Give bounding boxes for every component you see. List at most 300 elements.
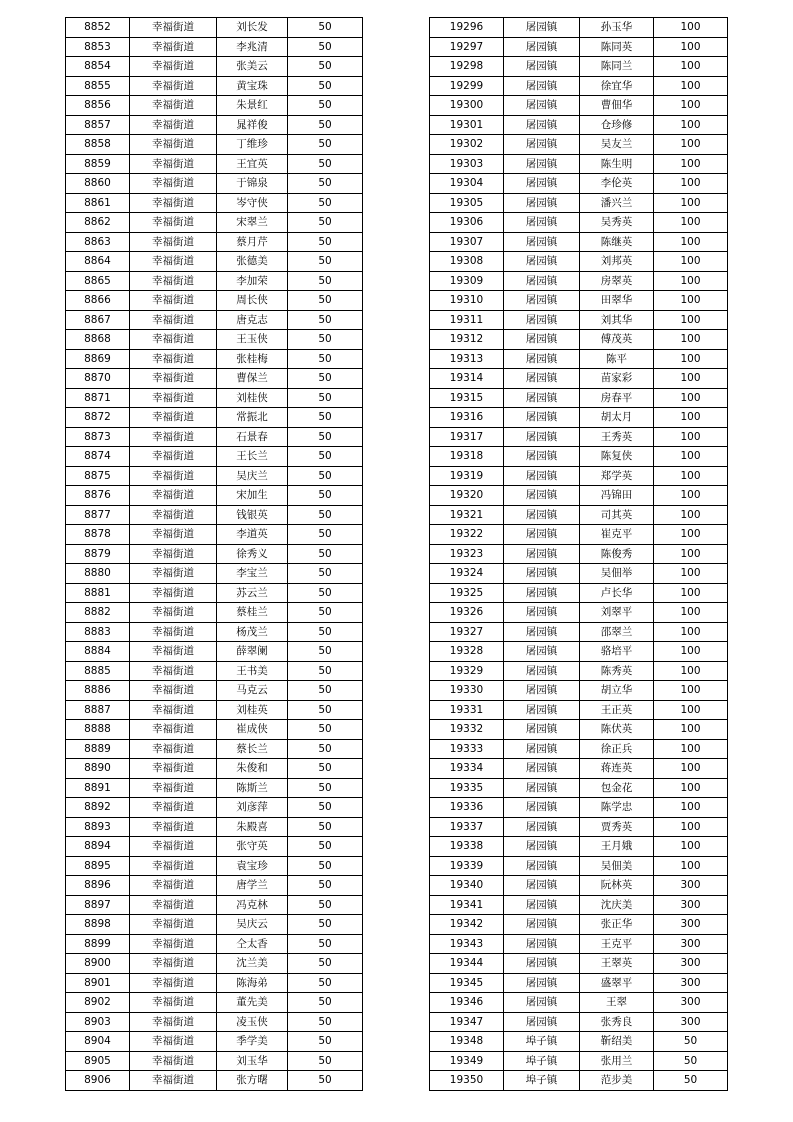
serial-number-cell: 8867 <box>66 310 130 330</box>
table-row <box>430 369 728 389</box>
district-cell: 幸福街道 <box>130 661 217 681</box>
serial-number-cell: 8872 <box>66 408 130 428</box>
serial-number-cell: 8868 <box>66 330 130 350</box>
amount-cell: 50 <box>288 583 363 603</box>
serial-number-cell: 8855 <box>66 76 130 96</box>
district-cell: 幸福街道 <box>130 96 217 116</box>
table-row <box>66 135 363 155</box>
table-row <box>430 642 728 662</box>
table-row <box>430 291 728 311</box>
district-cell: 幸福街道 <box>130 505 217 525</box>
table-row <box>66 681 363 701</box>
table-row <box>66 466 363 486</box>
table-row <box>430 856 728 876</box>
name-cell: 苏云兰 <box>217 583 288 603</box>
serial-number-cell: 19350 <box>430 1071 504 1091</box>
table-row <box>430 759 728 779</box>
table-row <box>66 1071 363 1091</box>
district-cell: 幸福街道 <box>130 1071 217 1091</box>
table-row <box>430 973 728 993</box>
name-cell: 岑守侠 <box>217 193 288 213</box>
table-row <box>430 837 728 857</box>
district-cell: 屠园镇 <box>504 583 580 603</box>
table-row <box>430 486 728 506</box>
table-row <box>430 700 728 720</box>
amount-cell: 100 <box>654 330 728 350</box>
amount-cell: 50 <box>288 564 363 584</box>
amount-cell: 100 <box>654 603 728 623</box>
serial-number-cell: 19331 <box>430 700 504 720</box>
table-row <box>66 973 363 993</box>
amount-cell: 50 <box>288 135 363 155</box>
amount-cell: 100 <box>654 96 728 116</box>
serial-number-cell: 8879 <box>66 544 130 564</box>
table-row <box>66 583 363 603</box>
amount-cell: 300 <box>654 915 728 935</box>
serial-number-cell: 19321 <box>430 505 504 525</box>
table-row <box>66 798 363 818</box>
serial-number-cell: 8876 <box>66 486 130 506</box>
table-row <box>430 798 728 818</box>
serial-number-cell: 8853 <box>66 37 130 57</box>
table-row <box>66 954 363 974</box>
district-cell: 幸福街道 <box>130 427 217 447</box>
district-cell: 屠园镇 <box>504 973 580 993</box>
serial-number-cell: 19297 <box>430 37 504 57</box>
serial-number-cell: 19333 <box>430 739 504 759</box>
district-cell: 幸福街道 <box>130 778 217 798</box>
table-row <box>66 700 363 720</box>
district-cell: 屠园镇 <box>504 427 580 447</box>
serial-number-cell: 8863 <box>66 232 130 252</box>
serial-number-cell: 8861 <box>66 193 130 213</box>
name-cell: 杨茂兰 <box>217 622 288 642</box>
name-cell: 曹保兰 <box>217 369 288 389</box>
table-row <box>66 525 363 545</box>
serial-number-cell: 19311 <box>430 310 504 330</box>
amount-cell: 50 <box>288 18 363 38</box>
serial-number-cell: 8891 <box>66 778 130 798</box>
amount-cell: 300 <box>654 876 728 896</box>
amount-cell: 50 <box>288 759 363 779</box>
serial-number-cell: 19309 <box>430 271 504 291</box>
amount-cell: 50 <box>288 349 363 369</box>
serial-number-cell: 8900 <box>66 954 130 974</box>
amount-cell: 100 <box>654 681 728 701</box>
district-cell: 屠园镇 <box>504 681 580 701</box>
district-cell: 幸福街道 <box>130 135 217 155</box>
serial-number-cell: 19347 <box>430 1012 504 1032</box>
name-cell: 石景春 <box>217 427 288 447</box>
district-cell: 幸福街道 <box>130 154 217 174</box>
amount-cell: 50 <box>288 973 363 993</box>
amount-cell: 100 <box>654 505 728 525</box>
district-cell: 幸福街道 <box>130 193 217 213</box>
table-row <box>430 739 728 759</box>
table-row <box>66 915 363 935</box>
table-row <box>66 408 363 428</box>
amount-cell: 100 <box>654 310 728 330</box>
serial-number-cell: 19344 <box>430 954 504 974</box>
amount-cell: 50 <box>288 291 363 311</box>
district-cell: 幸福街道 <box>130 681 217 701</box>
name-cell: 孙玉华 <box>580 18 654 38</box>
amount-cell: 100 <box>654 154 728 174</box>
table-row <box>66 505 363 525</box>
name-cell: 晁祥俊 <box>217 115 288 135</box>
amount-cell: 50 <box>288 661 363 681</box>
amount-cell: 100 <box>654 369 728 389</box>
serial-number-cell: 8903 <box>66 1012 130 1032</box>
district-cell: 屠园镇 <box>504 1012 580 1032</box>
serial-number-cell: 8902 <box>66 993 130 1013</box>
name-cell: 田翠华 <box>580 291 654 311</box>
serial-number-cell: 19327 <box>430 622 504 642</box>
amount-cell: 50 <box>288 817 363 837</box>
name-cell: 徐宜华 <box>580 76 654 96</box>
table-row <box>66 1032 363 1052</box>
serial-number-cell: 8901 <box>66 973 130 993</box>
amount-cell: 50 <box>654 1071 728 1091</box>
table-row <box>66 895 363 915</box>
serial-number-cell: 19343 <box>430 934 504 954</box>
name-cell: 吴佃举 <box>580 564 654 584</box>
district-cell: 屠园镇 <box>504 700 580 720</box>
serial-number-cell: 8870 <box>66 369 130 389</box>
district-cell: 幸福街道 <box>130 37 217 57</box>
name-cell: 陈秀英 <box>580 661 654 681</box>
table-row <box>430 622 728 642</box>
name-cell: 马克云 <box>217 681 288 701</box>
name-cell: 贾秀英 <box>580 817 654 837</box>
amount-cell: 100 <box>654 271 728 291</box>
district-cell: 幸福街道 <box>130 915 217 935</box>
amount-cell: 100 <box>654 544 728 564</box>
amount-cell: 100 <box>654 622 728 642</box>
amount-cell: 100 <box>654 856 728 876</box>
district-cell: 屠园镇 <box>504 154 580 174</box>
name-cell: 王翠英 <box>580 954 654 974</box>
table-row <box>66 330 363 350</box>
name-cell: 李宝兰 <box>217 564 288 584</box>
amount-cell: 100 <box>654 525 728 545</box>
table-row <box>66 57 363 77</box>
name-cell: 蒋连英 <box>580 759 654 779</box>
district-cell: 幸福街道 <box>130 739 217 759</box>
amount-cell: 50 <box>288 76 363 96</box>
amount-cell: 100 <box>654 486 728 506</box>
serial-number-cell: 19325 <box>430 583 504 603</box>
table-row <box>430 1012 728 1032</box>
name-cell: 范步美 <box>580 1071 654 1091</box>
district-cell: 幸福街道 <box>130 700 217 720</box>
district-cell: 屠园镇 <box>504 252 580 272</box>
serial-number-cell: 19310 <box>430 291 504 311</box>
amount-cell: 100 <box>654 18 728 38</box>
table-row <box>430 720 728 740</box>
table-row <box>66 661 363 681</box>
name-cell: 李伦英 <box>580 174 654 194</box>
name-cell: 陈同兰 <box>580 57 654 77</box>
district-cell: 幸福街道 <box>130 18 217 38</box>
serial-number-cell: 8857 <box>66 115 130 135</box>
table-row <box>430 564 728 584</box>
name-cell: 吴秀英 <box>580 213 654 233</box>
district-cell: 屠园镇 <box>504 603 580 623</box>
name-cell: 蔡长兰 <box>217 739 288 759</box>
amount-cell: 50 <box>288 330 363 350</box>
district-cell: 幸福街道 <box>130 993 217 1013</box>
name-cell: 卢长华 <box>580 583 654 603</box>
serial-number-cell: 19341 <box>430 895 504 915</box>
district-cell: 屠园镇 <box>504 856 580 876</box>
table-row <box>66 154 363 174</box>
name-cell: 冯克林 <box>217 895 288 915</box>
serial-number-cell: 19305 <box>430 193 504 213</box>
name-cell: 钱银英 <box>217 505 288 525</box>
serial-number-cell: 19339 <box>430 856 504 876</box>
amount-cell: 300 <box>654 895 728 915</box>
district-cell: 屠园镇 <box>504 330 580 350</box>
name-cell: 张秀良 <box>580 1012 654 1032</box>
district-cell: 幸福街道 <box>130 603 217 623</box>
amount-cell: 50 <box>288 856 363 876</box>
amount-cell: 100 <box>654 57 728 77</box>
district-cell: 幸福街道 <box>130 291 217 311</box>
amount-cell: 50 <box>288 232 363 252</box>
name-cell: 刘玉华 <box>217 1051 288 1071</box>
serial-number-cell: 19301 <box>430 115 504 135</box>
name-cell: 王书美 <box>217 661 288 681</box>
serial-number-cell: 19308 <box>430 252 504 272</box>
serial-number-cell: 19304 <box>430 174 504 194</box>
name-cell: 陈学忠 <box>580 798 654 818</box>
district-cell: 屠园镇 <box>504 759 580 779</box>
amount-cell: 50 <box>288 115 363 135</box>
table-row <box>66 349 363 369</box>
serial-number-cell: 19342 <box>430 915 504 935</box>
name-cell: 张守英 <box>217 837 288 857</box>
left-roster-table <box>65 17 363 1091</box>
serial-number-cell: 8905 <box>66 1051 130 1071</box>
amount-cell: 50 <box>288 213 363 233</box>
name-cell: 张美云 <box>217 57 288 77</box>
table-row <box>430 193 728 213</box>
serial-number-cell: 8888 <box>66 720 130 740</box>
table-row <box>66 544 363 564</box>
district-cell: 幸福街道 <box>130 271 217 291</box>
name-cell: 唐克志 <box>217 310 288 330</box>
amount-cell: 100 <box>654 232 728 252</box>
table-row <box>430 603 728 623</box>
amount-cell: 50 <box>288 447 363 467</box>
serial-number-cell: 8906 <box>66 1071 130 1091</box>
amount-cell: 100 <box>654 427 728 447</box>
amount-cell: 100 <box>654 739 728 759</box>
district-cell: 幸福街道 <box>130 369 217 389</box>
serial-number-cell: 8858 <box>66 135 130 155</box>
serial-number-cell: 19312 <box>430 330 504 350</box>
district-cell: 屠园镇 <box>504 466 580 486</box>
district-cell: 屠园镇 <box>504 213 580 233</box>
table-row <box>66 856 363 876</box>
amount-cell: 100 <box>654 291 728 311</box>
table-row <box>66 739 363 759</box>
district-cell: 屠园镇 <box>504 76 580 96</box>
amount-cell: 100 <box>654 252 728 272</box>
serial-number-cell: 8894 <box>66 837 130 857</box>
table-row <box>430 310 728 330</box>
name-cell: 陈生明 <box>580 154 654 174</box>
amount-cell: 100 <box>654 661 728 681</box>
district-cell: 屠园镇 <box>504 642 580 662</box>
table-row <box>66 115 363 135</box>
name-cell: 仝太香 <box>217 934 288 954</box>
serial-number-cell: 8856 <box>66 96 130 116</box>
serial-number-cell: 19328 <box>430 642 504 662</box>
serial-number-cell: 19300 <box>430 96 504 116</box>
serial-number-cell: 19336 <box>430 798 504 818</box>
name-cell: 袁宝珍 <box>217 856 288 876</box>
serial-number-cell: 8897 <box>66 895 130 915</box>
table-row <box>430 583 728 603</box>
amount-cell: 100 <box>654 564 728 584</box>
name-cell: 陈海弟 <box>217 973 288 993</box>
serial-number-cell: 8880 <box>66 564 130 584</box>
name-cell: 朱殿喜 <box>217 817 288 837</box>
district-cell: 幸福街道 <box>130 798 217 818</box>
name-cell: 潘兴兰 <box>580 193 654 213</box>
table-row <box>66 837 363 857</box>
name-cell: 陈复侠 <box>580 447 654 467</box>
serial-number-cell: 19349 <box>430 1051 504 1071</box>
district-cell: 屠园镇 <box>504 817 580 837</box>
serial-number-cell: 8873 <box>66 427 130 447</box>
serial-number-cell: 8881 <box>66 583 130 603</box>
serial-number-cell: 8893 <box>66 817 130 837</box>
table-row <box>430 466 728 486</box>
name-cell: 李兆清 <box>217 37 288 57</box>
district-cell: 屠园镇 <box>504 447 580 467</box>
name-cell: 蔡月芹 <box>217 232 288 252</box>
amount-cell: 50 <box>288 466 363 486</box>
table-row <box>430 1051 728 1071</box>
serial-number-cell: 8871 <box>66 388 130 408</box>
district-cell: 屠园镇 <box>504 915 580 935</box>
serial-number-cell: 8860 <box>66 174 130 194</box>
district-cell: 幸福街道 <box>130 1012 217 1032</box>
amount-cell: 50 <box>288 993 363 1013</box>
name-cell: 王秀英 <box>580 427 654 447</box>
name-cell: 刘邦英 <box>580 252 654 272</box>
serial-number-cell: 19316 <box>430 408 504 428</box>
right-roster-table <box>429 17 728 1091</box>
table-row <box>66 564 363 584</box>
table-row <box>66 817 363 837</box>
table-row <box>430 817 728 837</box>
serial-number-cell: 8874 <box>66 447 130 467</box>
amount-cell: 50 <box>288 1051 363 1071</box>
table-row <box>66 76 363 96</box>
serial-number-cell: 8896 <box>66 876 130 896</box>
table-row <box>66 993 363 1013</box>
amount-cell: 100 <box>654 700 728 720</box>
table-row <box>430 96 728 116</box>
name-cell: 沈兰美 <box>217 954 288 974</box>
table-row <box>66 1051 363 1071</box>
district-cell: 幸福街道 <box>130 330 217 350</box>
name-cell: 徐秀义 <box>217 544 288 564</box>
district-cell: 幸福街道 <box>130 973 217 993</box>
serial-number-cell: 19306 <box>430 213 504 233</box>
name-cell: 李加荣 <box>217 271 288 291</box>
name-cell: 宋加生 <box>217 486 288 506</box>
district-cell: 幸福街道 <box>130 408 217 428</box>
serial-number-cell: 19332 <box>430 720 504 740</box>
amount-cell: 50 <box>288 895 363 915</box>
amount-cell: 100 <box>654 642 728 662</box>
amount-cell: 100 <box>654 135 728 155</box>
district-cell: 幸福街道 <box>130 934 217 954</box>
amount-cell: 50 <box>288 954 363 974</box>
name-cell: 房翠英 <box>580 271 654 291</box>
amount-cell: 300 <box>654 1012 728 1032</box>
amount-cell: 50 <box>288 876 363 896</box>
name-cell: 郑学英 <box>580 466 654 486</box>
serial-number-cell: 19346 <box>430 993 504 1013</box>
name-cell: 王宜英 <box>217 154 288 174</box>
name-cell: 崔成侠 <box>217 720 288 740</box>
serial-number-cell: 8882 <box>66 603 130 623</box>
amount-cell: 300 <box>654 973 728 993</box>
serial-number-cell: 19338 <box>430 837 504 857</box>
serial-number-cell: 8865 <box>66 271 130 291</box>
table-row <box>66 232 363 252</box>
district-cell: 屠园镇 <box>504 778 580 798</box>
serial-number-cell: 19324 <box>430 564 504 584</box>
name-cell: 朱景红 <box>217 96 288 116</box>
name-cell: 阮林英 <box>580 876 654 896</box>
name-cell: 包金花 <box>580 778 654 798</box>
serial-number-cell: 8886 <box>66 681 130 701</box>
table-row <box>66 427 363 447</box>
district-cell: 埠子镇 <box>504 1071 580 1091</box>
amount-cell: 300 <box>654 954 728 974</box>
district-cell: 屠园镇 <box>504 232 580 252</box>
amount-cell: 50 <box>288 174 363 194</box>
table-row <box>430 388 728 408</box>
serial-number-cell: 19323 <box>430 544 504 564</box>
table-row <box>66 720 363 740</box>
serial-number-cell: 19315 <box>430 388 504 408</box>
amount-cell: 50 <box>654 1051 728 1071</box>
district-cell: 幸福街道 <box>130 876 217 896</box>
table-row <box>66 934 363 954</box>
district-cell: 幸福街道 <box>130 115 217 135</box>
name-cell: 冯锦田 <box>580 486 654 506</box>
amount-cell: 50 <box>288 681 363 701</box>
table-row <box>66 778 363 798</box>
amount-cell: 50 <box>654 1032 728 1052</box>
serial-number-cell: 19329 <box>430 661 504 681</box>
name-cell: 吴庆兰 <box>217 466 288 486</box>
amount-cell: 50 <box>288 1032 363 1052</box>
district-cell: 幸福街道 <box>130 252 217 272</box>
district-cell: 屠园镇 <box>504 622 580 642</box>
serial-number-cell: 19322 <box>430 525 504 545</box>
serial-number-cell: 8883 <box>66 622 130 642</box>
table-row <box>66 642 363 662</box>
